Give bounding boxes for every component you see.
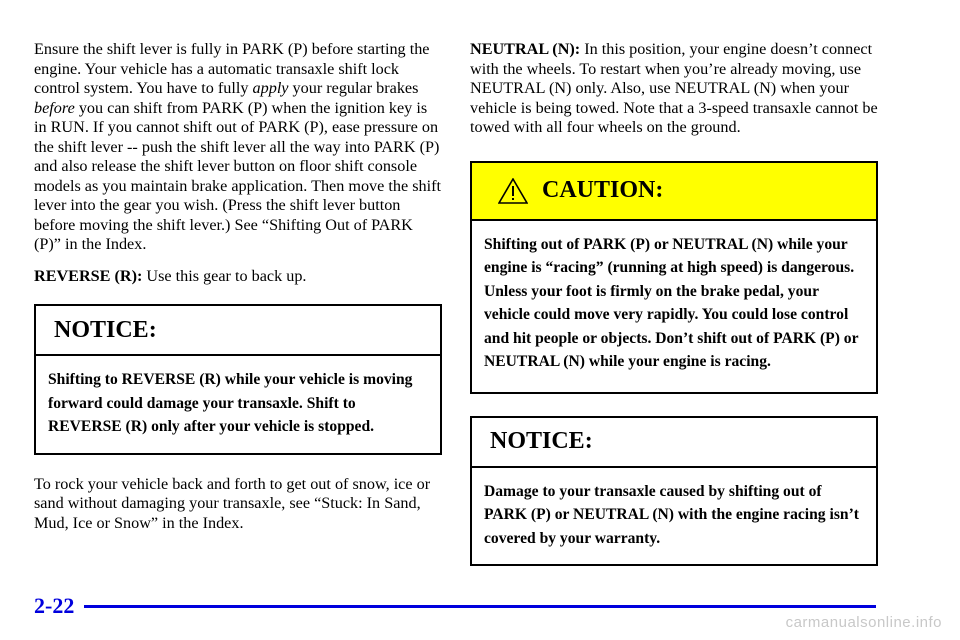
neutral-label: NEUTRAL (N): [470, 40, 581, 58]
notice-body: Damage to your transaxle caused by shifting out of PARK (P) or NEUTRAL (N) with the engine racing isn’t covered by your warranty. [484, 482, 859, 547]
left-column [34, 40, 442, 533]
paragraph-text: your regular brakes [292, 79, 419, 97]
notice-box-warranty [470, 416, 878, 567]
reverse-text: Use this gear to back up. [146, 266, 307, 285]
neutral-paragraph [470, 40, 878, 138]
page-number: 2-22 [34, 593, 75, 618]
emphasis-before: before [34, 98, 75, 117]
footer-rule [84, 605, 876, 608]
paragraph-text: you can shift from PARK (P) when the ignition key is in RUN. If you cannot shift out of PARK (P), ease pressure on the shift lever -- push the shift lever all the way into PARK (P) and also release the shift lever button on floor shift console models as you maintain brake application. Then move the shift lever into the gear you wish. (Press the shift lever button before moving the shift lever.) See “Shifting Out of PARK (P)” in the Index. [34, 98, 441, 253]
paragraph-text: Ensure the shift lever is fully in PARK (P) before starting the engine. Your vehicle has a automatic transaxle shift lock control system. You have to fully [34, 40, 430, 97]
notice-title: NOTICE: [36, 306, 440, 356]
reverse-paragraph [34, 267, 442, 287]
caution-title: CAUTION: [542, 177, 664, 203]
notice-body: Shifting to REVERSE (R) while your vehicle is moving forward could damage your transaxle. Shift to REVERSE (R) only after your vehicle is stopped. [48, 371, 413, 435]
shift-lock-paragraph [34, 40, 442, 255]
notice-title: NOTICE: [472, 418, 876, 468]
rocking-paragraph: To rock your vehicle back and forth to get out of snow, ice or sand without damaging your transaxle, see “Stuck: In Sand, Mud, Ice or Snow” in the Index. [34, 474, 431, 532]
warning-triangle-icon [498, 178, 528, 204]
notice-box-reverse [34, 304, 442, 455]
watermark: carmanualsonline.info [785, 614, 942, 631]
neutral-text: In this position, your engine doesn’t connect with the wheels. To restart when you’re already moving, use NEUTRAL (N) only. Also, use NEUTRAL (N) when your vehicle is being towed. Note that a 3-speed transaxle cannot be towed with all four wheels on the ground. [470, 40, 878, 136]
emphasis-apply: apply [252, 79, 289, 97]
right-column [470, 40, 878, 566]
reverse-label: REVERSE (R): [34, 266, 143, 285]
caution-box [470, 161, 878, 394]
caution-header [472, 163, 876, 221]
caution-body: Shifting out of PARK (P) or NEUTRAL (N) while your engine is “racing” (running at high speed) is dangerous. Unless your foot is firmly on the brake pedal, your vehicle could move very rapidly. You could lose control and hit people or objects. Don’t shift out of PARK (P) or NEUTRAL (N) while your engine is racing. [484, 235, 859, 370]
